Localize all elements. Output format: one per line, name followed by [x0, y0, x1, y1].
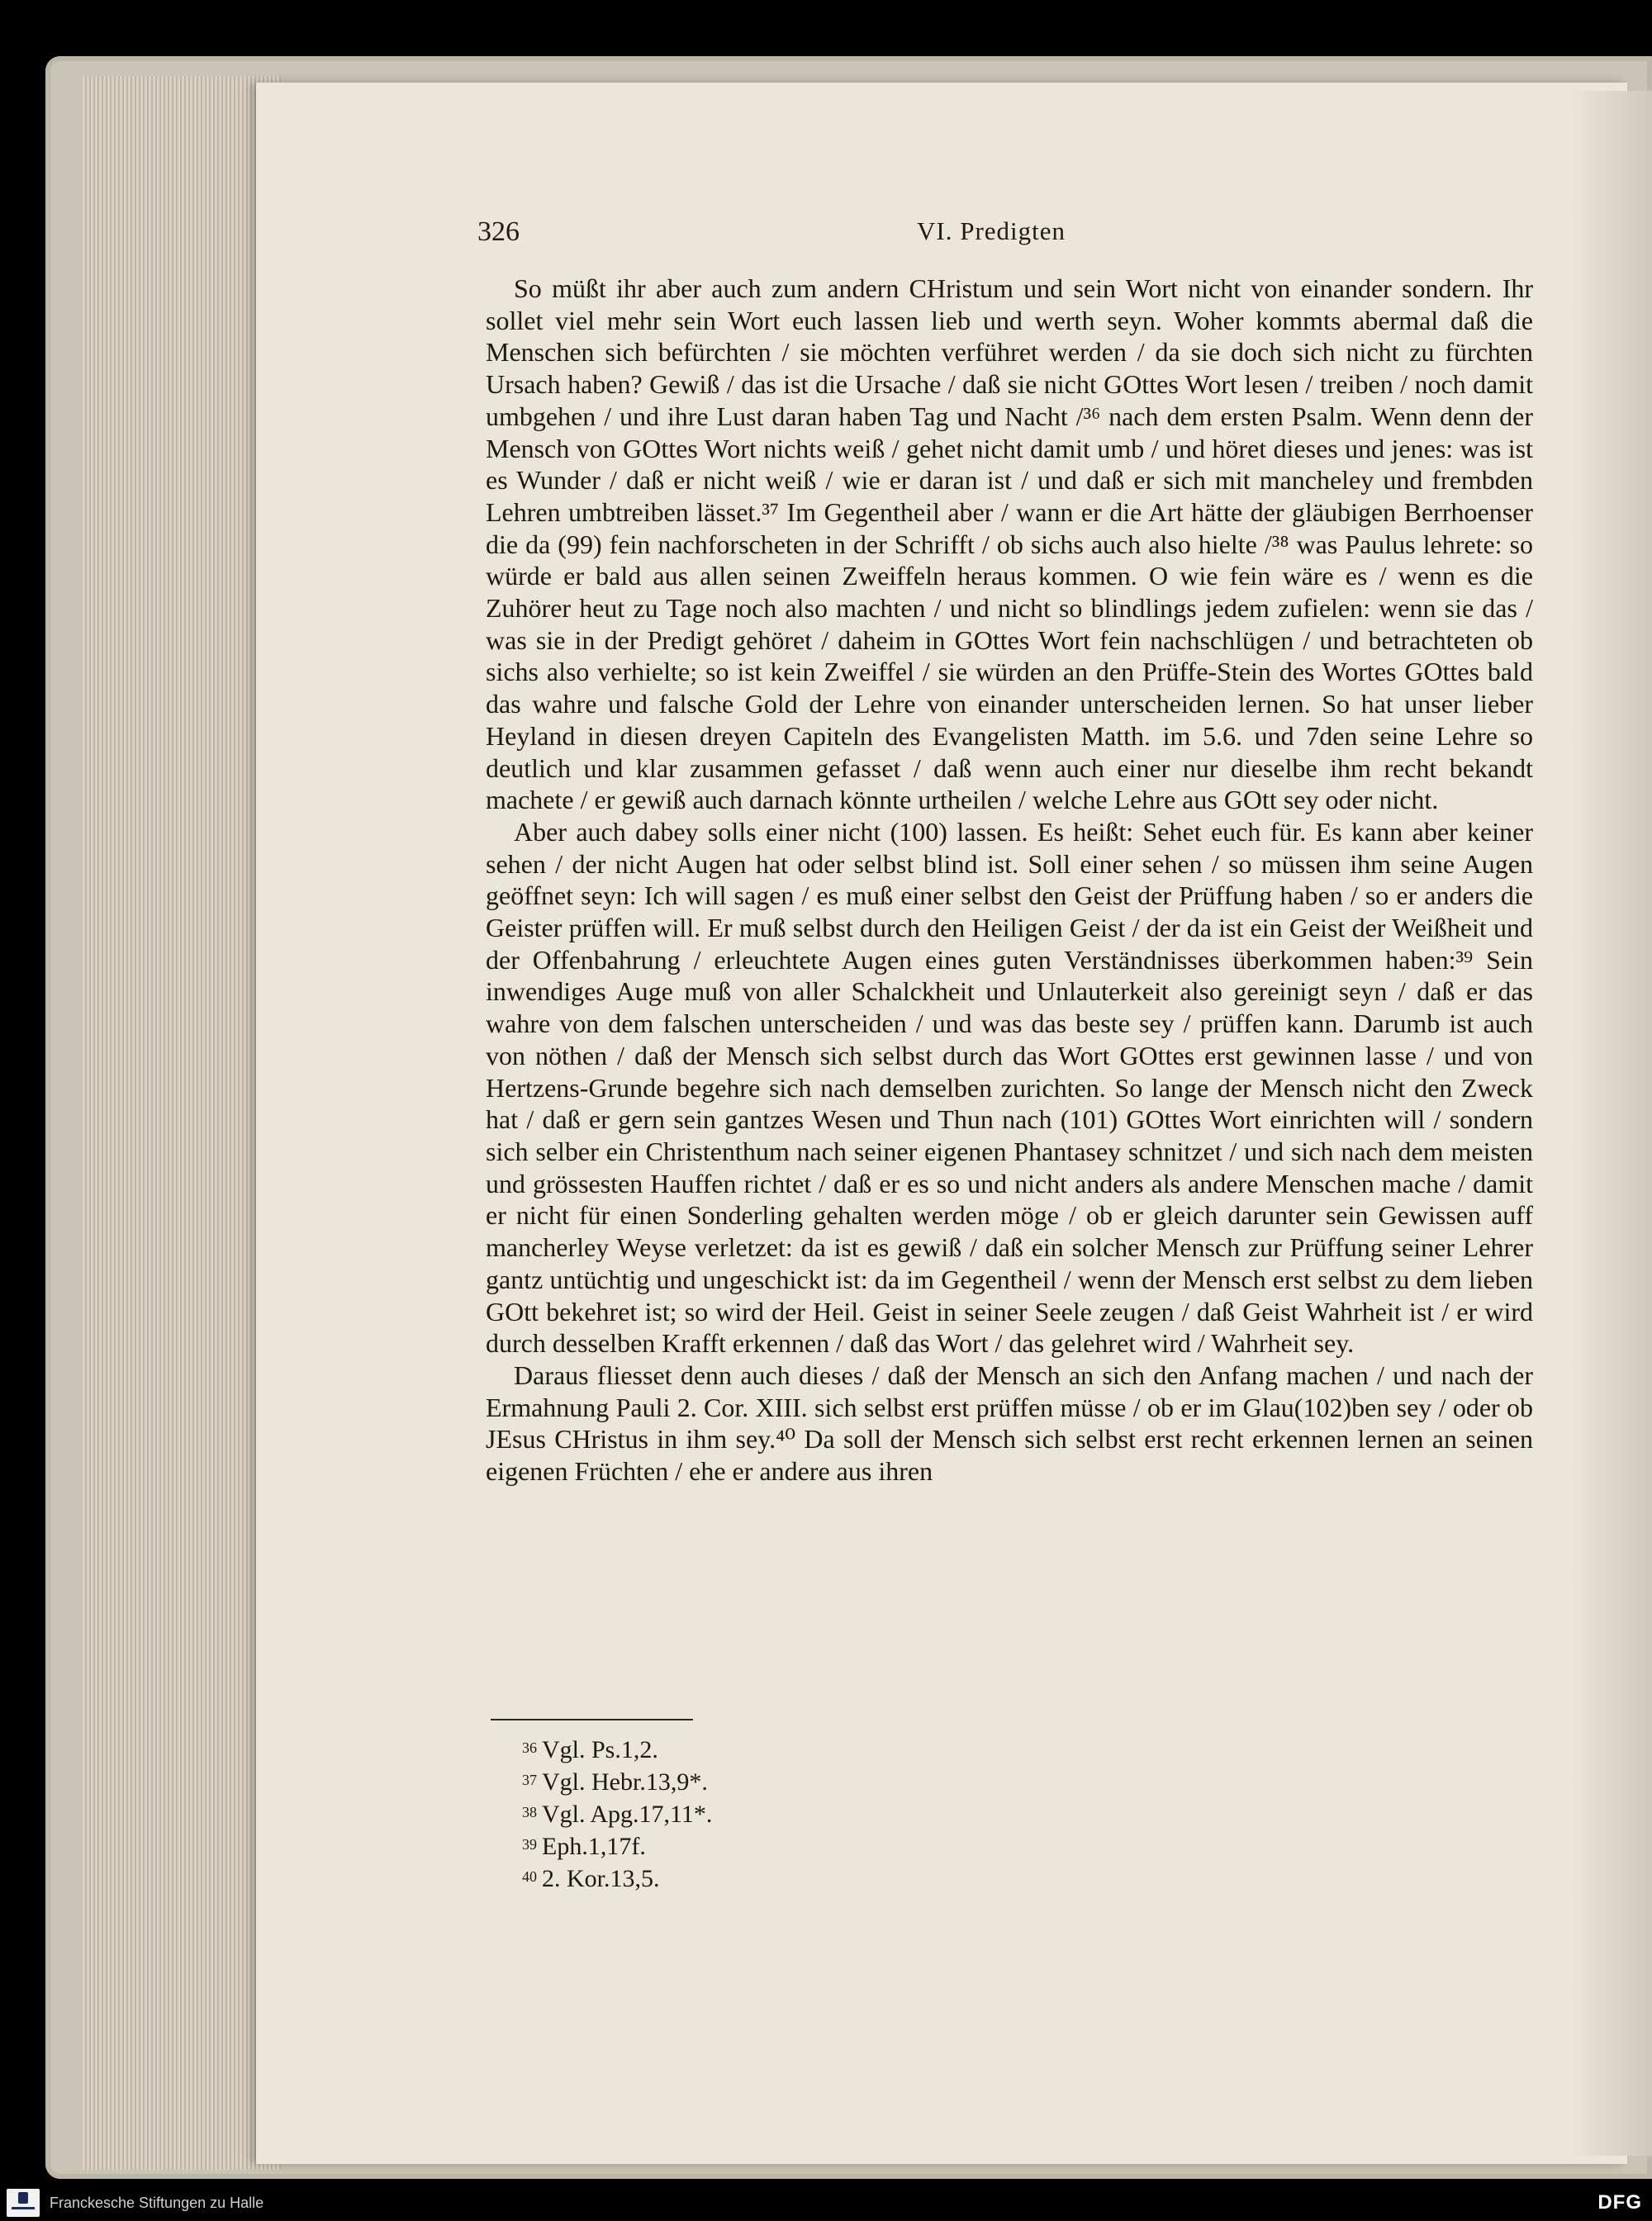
footnote-text: Vgl. Apg.17,11*.: [542, 1801, 713, 1828]
footnote: [522, 1862, 1018, 1894]
foundation-logo-icon[interactable]: [7, 2189, 40, 2217]
footnote-text: 2. Kor.13,5.: [542, 1865, 660, 1892]
footnote: [522, 1733, 1018, 1765]
page-stack: [83, 76, 281, 2170]
footnote-text: Vgl. Ps.1,2.: [542, 1736, 658, 1763]
logo-mark: [18, 2192, 28, 2204]
footnotes: [522, 1733, 1018, 1894]
footnote-number: 40: [522, 1868, 537, 1885]
footnote-number: 36: [522, 1739, 537, 1756]
page-number: 326: [477, 216, 520, 247]
footnote-text: Eph.1,17f.: [542, 1833, 646, 1860]
running-title: VI. Predigten: [917, 216, 1066, 245]
footnote: [522, 1829, 1018, 1862]
footnote-number: 38: [522, 1804, 537, 1820]
footnote: [522, 1765, 1018, 1797]
footnote: [522, 1797, 1018, 1829]
page-header: [477, 216, 1535, 258]
paragraph: Aber auch dabey solls einer nicht (100) lassen. Es heißt: Sehet euch für. Es kann aber keiner sehen / der nicht Augen hat oder selbst blind ist. Soll einer sehen / so müssen ihm seine Augen geöffnet seyn: Ich will sagen / es muß einer selbst den Geist der Prüffung haben / so er anders die Geister prüffen will. Er muß selbst durch den Heiligen Geist / der da ist ein Geist der Weißheit und der Offenbahrung / erleuchtete Augen eines guten Verständnisses überkommen haben:³⁹ Sein inwendiges Auge muß von aller Schalckheit und Unlauterkeit also gereinigt seyn / daß er das wahre von dem falschen unterscheiden / und was das beste sey / prüffen kann. Darumb ist auch von nöthen / daß der Mensch sich selbst durch das Wort GOttes erst gewinnen lasse / und von Hertzens-Grunde begehre sich nach demselben zurichten. So lange der Mensch nicht den Zweck hat / daß er gern sein gantzes Wesen und Thun nach (101) GOttes Wort einrichten will / sondern sich selber ein Christenthum nach seiner eigenen Phantasey schnitzet / und sich nach dem meisten und grössesten Hauffen richtet / daß er es so und nicht anders als andere Menschen mache / damit er nicht für einen Sonderling gehalten werden möge / ob er gleich darunter sein Gewissen auff mancherley Weyse verletzet: da ist es gewiß / daß ein solcher Mensch zur Prüffung seiner Lehrer gantz untüchtig und ungeschickt ist: da im Gegentheil / wenn der Mensch erst selbst zu dem lieben GOtt bekehret ist; so wird der Heil. Geist in seiner Seele zeugen / daß Geist Wahrheit ist / er wird durch desselben Krafft erkennen / daß das Wort / das gelehret wird / Wahrheit sey.: [486, 816, 1533, 1359]
footnote-number: 39: [522, 1836, 537, 1853]
institution-name[interactable]: Franckesche Stiftungen zu Halle: [50, 2195, 264, 2211]
footnote-rule: [491, 1719, 693, 1720]
dfg-logo[interactable]: DFG: [1597, 2191, 1642, 2214]
facing-page-edge: [1569, 91, 1652, 2156]
logo-line: [12, 2207, 35, 2209]
paragraph: Daraus fliesset denn auch dieses / daß der Mensch an sich den Anfang machen / und nach der Ermahnung Pauli 2. Cor. XIII. sich selbst erst prüffen müsse / ob er im Glau(102)ben sey / oder ob JEsus CHristus in ihm sey.⁴⁰ Da soll der Mensch sich selbst erst recht erkennen lernen an seinen eigenen Früchten / ehe er andere aus ihren: [486, 1360, 1533, 1487]
body-text: [486, 273, 1533, 1488]
paragraph: So müßt ihr aber auch zum andern CHristum und sein Wort nicht von einander sondern. Ihr sollet viel mehr sein Wort euch lassen lieb und werth seyn. Woher kommts abermal daß die Menschen sich befürchten / sie möchten verführet werden / da sie doch sich nicht zu fürchten Ursach haben? Gewiß / das ist die Ursache / daß sie nicht GOttes Wort lesen / treiben / noch damit umbgehen / und ihre Lust daran haben Tag und Nacht /³⁶ nach dem ersten Psalm. Wenn denn der Mensch von GOttes Wort nichts weiß / gehet nicht damit umb / und höret dieses und jenes: was ist es Wunder / daß er nicht weiß / wie er daran ist / und daß er sich mit mancheley und frembden Lehren umbtreiben lässet.³⁷ Im Gegentheil aber / wann er die Art hätte der gläubigen Berrhoenser die da (99) fein nachforscheten in der Schrifft / ob sichs auch also hielte /³⁸ was Paulus lehrete: so würde er bald aus allen seinen Zweiffeln heraus kommen. O wie fein wäre es / wenn es die Zuhörer heut zu Tage noch also machten / und nicht so blindlings jedem zufielen: wenn sie das / was sie in der Predigt gehöret / daheim in GOttes Wort fein nachschlügen / und betrachteten ob sichs also verhielte; so ist kein Zweiffel / sie würden an den Prüffe-Stein des Wortes GOttes bald das wahre und falsche Gold der Lehre von einander unterscheiden lernen. So hat unser lieber Heyland in diesen dreyen Capiteln des Evangelisten Matth. im 5.6. und 7den seine Lehre so deutlich und klar zusammen gefasset / daß wenn auch einer nur dieselbe ihm recht bekandt machete / er gewiß auch darnach könnte urtheilen / welche Lehre aus GOtt sey oder nicht.: [486, 273, 1533, 815]
footnote-number: 37: [522, 1772, 537, 1788]
footnote-text: Vgl. Hebr.13,9*.: [542, 1768, 708, 1796]
